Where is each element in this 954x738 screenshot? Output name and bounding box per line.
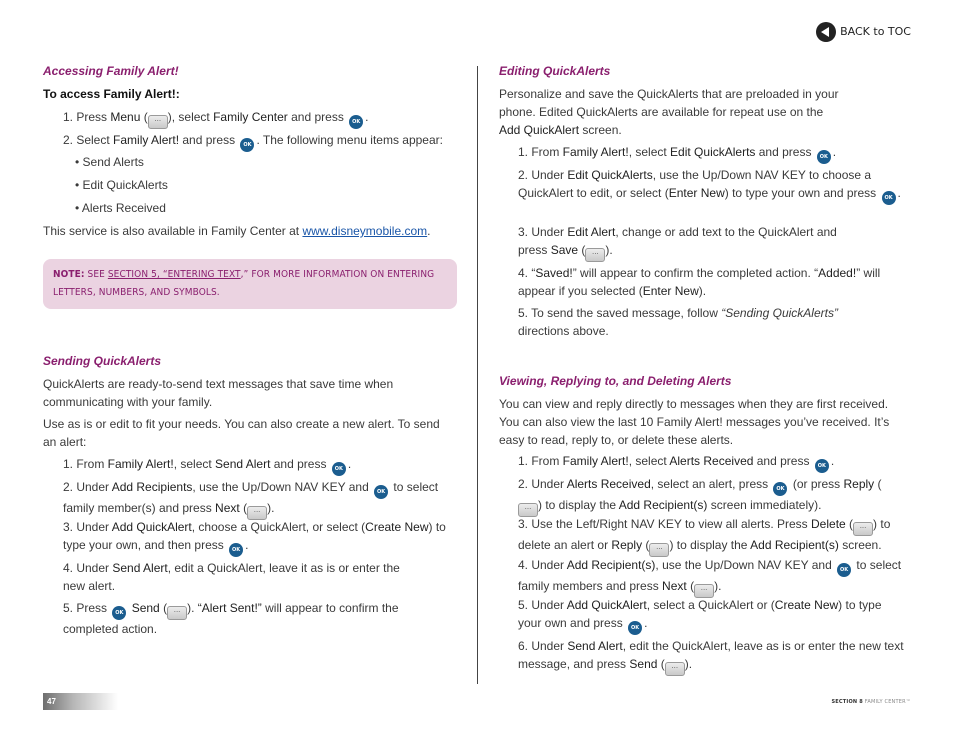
accessing-step-2: 2. Select Family Alert! and press OK . The following menu items appear: xyxy=(63,131,458,152)
sending-step-1: 1. From Family Alert!, select Send Alert and press OK . xyxy=(63,455,458,476)
editing-step-2: 2. Under Edit QuickAlerts, use the Up/Down NAV KEY to choose a QuickAlert to edit, or select (Enter New) to type your own and press OK . xyxy=(518,166,903,205)
sending-title: Sending QuickAlerts xyxy=(43,354,162,368)
ok-key-icon: OK xyxy=(229,543,243,557)
softkey-icon: ··· xyxy=(853,522,873,536)
service-text: This service is also available in Family Center at www.disneymobile.com. xyxy=(43,224,431,238)
ok-key-icon: OK xyxy=(374,485,388,499)
softkey-icon: ··· xyxy=(649,543,669,557)
ok-key-icon: OK xyxy=(882,191,896,205)
viewing-para: You can view and reply directly to messages when they are first received. You can also view the last 10 Family Alert! messages you’ve received. It’s easy to read, reply to, or delete these alerts. xyxy=(499,397,890,447)
page-number: 47 xyxy=(43,693,118,710)
ok-key-icon: OK xyxy=(773,482,787,496)
viewing-step-1: 1. From Family Alert!, select Alerts Received and press OK . xyxy=(518,452,908,473)
ok-key-icon: OK xyxy=(112,606,126,620)
sending-para-2: Use as is or edit to fit your needs. You can also create a new alert. To send an alert: xyxy=(43,417,440,449)
ok-key-icon: OK xyxy=(349,115,363,129)
viewing-step-4: 4. Under Add Recipient(s), use the Up/Down NAV KEY and OK to select family members and press Next ( ··· ). xyxy=(518,556,908,598)
softkey-icon: ··· xyxy=(694,584,714,598)
section-footer: SECTION 8 FAMILY CENTER™ xyxy=(831,699,911,705)
editing-step-4: 4. “Saved!” will appear to confirm the completed action. “Added!” will appear if you selected (Enter New). xyxy=(518,266,881,298)
viewing-step-5: 5. Under Add QuickAlert, select a QuickAlert or (Create New) to type your own and press OK . xyxy=(518,596,898,635)
softkey-icon: ··· xyxy=(665,662,685,676)
editing-title: Editing QuickAlerts xyxy=(499,64,611,78)
back-to-toc-link[interactable] xyxy=(816,22,911,42)
sending-step-5: 5. Press OK Send ( ··· ). “Alert Sent!” will appear to confirm the completed action. xyxy=(63,601,399,636)
viewing-title: Viewing, Replying to, and Deleting Alerts xyxy=(499,374,732,388)
bullet-item: • Alerts Received xyxy=(75,201,166,215)
accessing-subhead: To access Family Alert!: xyxy=(43,87,180,101)
ok-key-icon: OK xyxy=(815,459,829,473)
ok-key-icon: OK xyxy=(332,462,346,476)
viewing-step-3: 3. Use the Left/Right NAV KEY to view all alerts. Press Delete ( ··· ) to delete an alert or Reply ( ··· ) to display the Add Recipient(s) screen. xyxy=(518,515,908,557)
softkey-icon: ··· xyxy=(148,115,168,129)
sending-step-4: 4. Under Send Alert, edit a QuickAlert, leave it as is or enter the new alert. xyxy=(63,561,400,593)
ok-key-icon: OK xyxy=(837,563,851,577)
sending-step-3: 3. Under Add QuickAlert, choose a QuickAlert, or select (Create New) to type your own, and then press OK . xyxy=(63,518,458,557)
bullet-item: • Edit QuickAlerts xyxy=(75,178,168,192)
softkey-icon: ··· xyxy=(585,248,605,262)
ok-key-icon: OK xyxy=(628,621,642,635)
sending-para-1: QuickAlerts are ready-to-send text messages that save time when communicating with your family. xyxy=(43,377,394,409)
ok-key-icon: OK xyxy=(817,150,831,164)
sending-step-2: 2. Under Add Recipients, use the Up/Down NAV KEY and OK to select family member(s) and press Next ( ··· ). xyxy=(63,478,448,520)
note-box: NOTE: SEE SECTION 5, “ENTERING TEXT,” FOR MORE INFORMATION ON ENTERING LETTERS, NUMBERS, AND SYMBOLS. xyxy=(43,259,457,309)
accessing-title: Accessing Family Alert! xyxy=(43,64,179,78)
editing-step-3: 3. Under Edit Alert, change or add text to the QuickAlert and press Save ( ··· ). xyxy=(518,223,868,262)
accessing-step-1: 1. Press Menu ( ··· ), select Family Center and press OK . xyxy=(63,108,458,129)
bullet-item: • Send Alerts xyxy=(75,155,144,169)
back-arrow-icon xyxy=(816,22,836,42)
editing-step-1: 1. From Family Alert!, select Edit QuickAlerts and press OK . xyxy=(518,143,908,164)
softkey-icon: ··· xyxy=(518,503,538,517)
note-section-link[interactable]: SECTION 5, “ENTERING TEXT xyxy=(107,269,241,280)
column-divider xyxy=(477,66,478,684)
softkey-icon: ··· xyxy=(247,506,267,520)
back-to-toc-label: BACK to TOC xyxy=(840,25,911,38)
note-label: NOTE: xyxy=(53,269,85,280)
ok-key-icon: OK xyxy=(240,138,254,152)
viewing-step-6: 6. Under Send Alert, edit the QuickAlert, leave as is or enter the new text message, and press Send ( ··· ). xyxy=(518,637,910,676)
viewing-step-2: 2. Under Alerts Received, select an alert, press OK (or press Reply (··· ) to display the Add Recipient(s) screen immediately). xyxy=(518,475,898,517)
disneymobile-link[interactable]: www.disneymobile.com xyxy=(302,224,428,238)
softkey-icon: ··· xyxy=(167,606,187,620)
editing-para: Personalize and save the QuickAlerts that are preloaded in your phone. Edited QuickAlerts are available for repeat use on the Add QuickAlert screen. xyxy=(499,87,839,137)
editing-step-5: 5. To send the saved message, follow “Sending QuickAlerts” directions above. xyxy=(518,306,838,338)
